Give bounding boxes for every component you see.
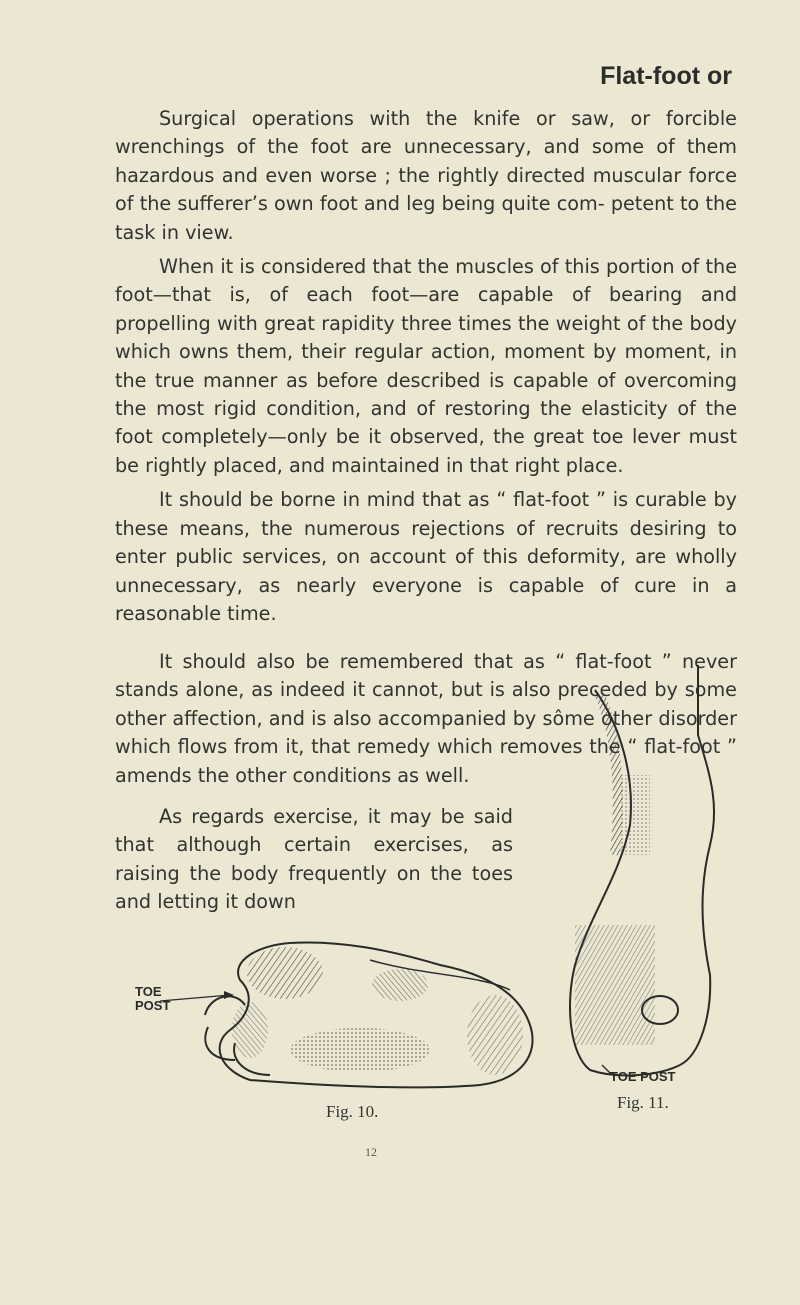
paragraph-4: It should also be remembered that as “ flat-foot ” never stands alone, as indeed it cannot, but is also preceded by some other affection, and is also accompanied by sôme other disorder which flows from it, that remedy which removes the “ flat-foot ” amends the other conditions as well. xyxy=(115,650,737,787)
figure-10-caption: Fig. 10. xyxy=(326,1102,379,1121)
fig11-toe-post-label: TOE POST xyxy=(610,1069,676,1084)
body-text xyxy=(115,105,737,628)
running-header: Flat-foot or xyxy=(600,62,732,90)
page-number: 12 xyxy=(365,1145,377,1159)
figure-11-leg-illustration xyxy=(560,665,720,1085)
figure-10-foot-sole-illustration xyxy=(190,935,560,1105)
body-text-wrapped xyxy=(115,803,513,917)
paragraph-2: When it is considered that the muscles of this portion of the foot—that is, of each foot—are capable of bearing and propelling with great rapidity three times the weight of the body which owns them, their regular action, moment by moment, in the true manner as before described is capable of overcoming the most rigid condition, and of restoring the elasticity of the foot completely—only be it observed, the great toe lever must be rightly placed, and maintained in that right place. xyxy=(115,255,737,477)
paragraph-1: Surgical operations with the knife or saw, or forcible wrenchings of the foot are unnecessary, and some of them hazardous and even worse ; the rightly directed muscular force of the sufferer’s own foot and leg being quite com- petent to the task in view. xyxy=(115,107,737,244)
paragraph-3: It should be borne in mind that as “ flat-foot ” is curable by these means, the numerous rejections of recruits desiring to enter public services, on account of this deformity, are wholly unnecessary, as nearly everyone is capable of cure in a reasonable time. xyxy=(115,488,737,625)
fig10-toe-post-label: TOE POST xyxy=(135,984,171,1013)
figure-11-caption: Fig. 11. xyxy=(617,1093,669,1112)
paragraph-5: As regards exercise, it may be said that although certain exercises, as raising the body frequently on the toes and letting it down xyxy=(115,805,513,914)
